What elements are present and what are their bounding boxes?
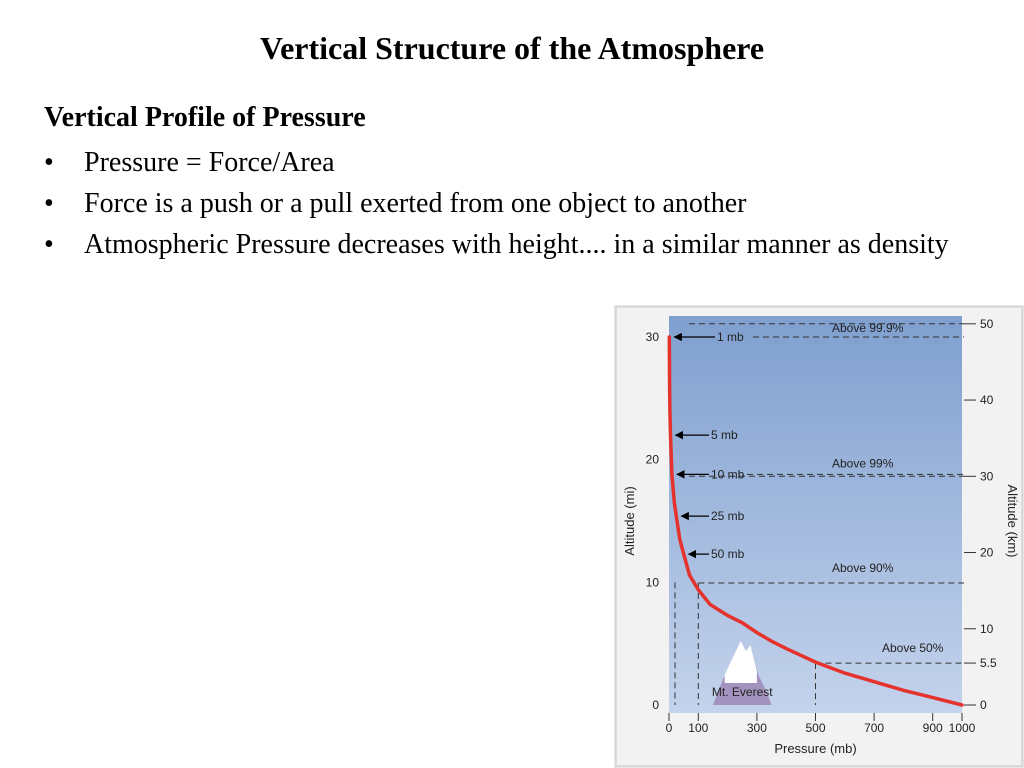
x-tick-label: 100: [688, 721, 709, 735]
pressure-label: 25 mb: [711, 509, 745, 524]
y-tick-label: 0: [652, 698, 659, 712]
level-label: Above 50%: [882, 641, 944, 656]
bullet-dot-icon: •: [44, 147, 54, 178]
bullet-dot-icon: •: [44, 188, 54, 219]
level-label: Above 90%: [832, 561, 894, 576]
slide-title: Vertical Structure of the Atmosphere: [259, 30, 765, 66]
bullet-item: [44, 224, 990, 265]
y-axis-label: Altitude (mi): [622, 486, 637, 556]
y-right-tick-label: 5.5: [980, 656, 997, 671]
pressure-label: 5 mb: [711, 428, 738, 443]
chart-canvas: [614, 305, 1024, 768]
pressure-label: 50 mb: [711, 547, 745, 562]
bullet-item: [44, 142, 990, 183]
y-right-tick-label: 40: [980, 393, 994, 408]
bullet-dot-icon: •: [44, 229, 54, 260]
bullet-text: Force is a push or a pull exerted from one object to another: [84, 188, 747, 219]
y-right-tick-label: 10: [980, 621, 994, 636]
y-right-tick-label: 0: [980, 698, 987, 712]
y-right-axis-label: Altitude (km): [1005, 484, 1020, 558]
x-tick-label: 900: [922, 721, 943, 735]
x-tick-label: 300: [746, 721, 767, 735]
y-right-tick-label: 20: [980, 545, 994, 560]
pressure-label: 1 mb: [717, 330, 744, 344]
bullet-text: Pressure = Force/Area: [84, 147, 335, 178]
pressure-altitude-chart: [614, 305, 1024, 768]
y-tick-label: 30: [645, 330, 659, 344]
x-tick-label: 700: [864, 721, 885, 735]
y-tick-label: 10: [645, 575, 659, 590]
x-tick-label: 1000: [948, 721, 976, 735]
x-tick-label: 500: [805, 721, 826, 735]
bullet-text: Atmospheric Pressure decreases with height.... in a similar manner as density: [84, 229, 949, 260]
y-tick-label: 20: [645, 452, 659, 467]
bullet-list: [44, 142, 990, 265]
section-subtitle: Vertical Profile of Pressure: [44, 102, 366, 133]
pressure-label: 10 mb: [711, 467, 745, 482]
x-axis-label: Pressure (mb): [774, 741, 857, 756]
bullet-item: [44, 183, 990, 224]
x-tick-label: 0: [665, 721, 673, 735]
y-right-tick-label: 50: [980, 316, 994, 331]
y-right-tick-label: 30: [980, 469, 994, 484]
mountain-label: Mt. Everest: [711, 685, 773, 699]
level-label: Above 99%: [832, 456, 894, 471]
level-label: Above 99.9%: [832, 321, 904, 335]
